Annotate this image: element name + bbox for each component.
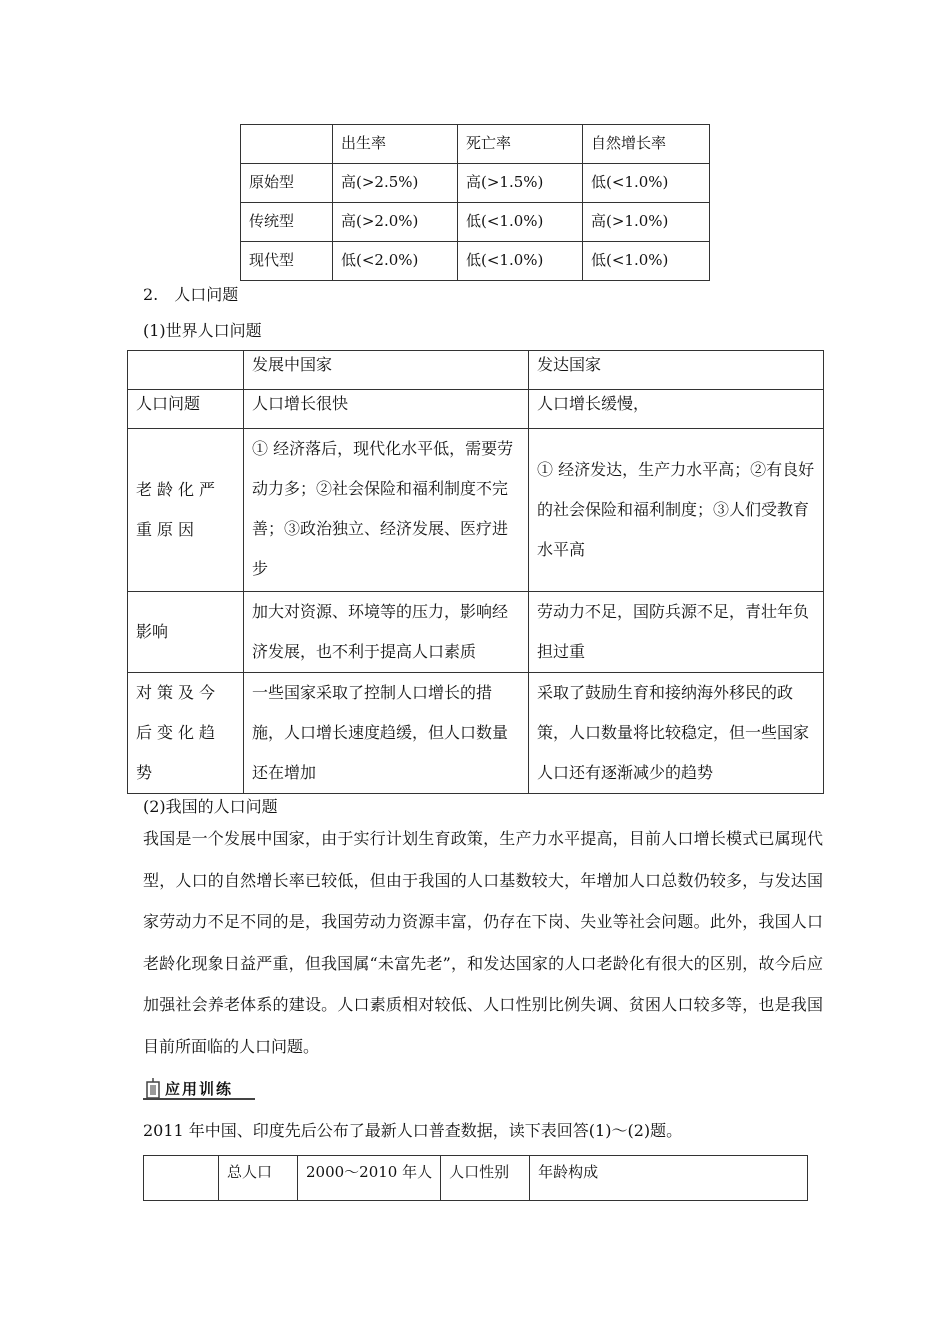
table-header-cell: 发展中国家 bbox=[244, 351, 529, 390]
banner-label: 应用训练 bbox=[165, 1080, 234, 1098]
table-header-cell: 年龄构成 bbox=[530, 1156, 808, 1201]
row-label: 人口问题 bbox=[128, 390, 244, 429]
table-cell: 低(<1.0%) bbox=[458, 242, 583, 281]
table-cell: ① 经济发达，生产力水平高；②有良好的社会保险和福利制度；③人们受教育水平高 bbox=[529, 429, 824, 592]
table-cell: 低(<1.0%) bbox=[458, 203, 583, 242]
table-header-cell: 2000～2010 年人 bbox=[298, 1156, 441, 1201]
table-header-cell: 人口性别 bbox=[441, 1156, 530, 1201]
subsection-heading: (1)世界人口问题 bbox=[143, 321, 262, 340]
table-cell: 加大对资源、环境等的压力，影响经济发展，也不利于提高人口素质 bbox=[244, 592, 529, 673]
row-label: 传统型 bbox=[241, 203, 333, 242]
table-cell: 一些国家采取了控制人口增长的措施，人口增长速度趋缓，但人口数量还在增加 bbox=[244, 673, 529, 794]
table-row bbox=[241, 242, 710, 281]
table-cell: 低(<1.0%) bbox=[583, 164, 710, 203]
table-row bbox=[241, 203, 710, 242]
table-row bbox=[128, 673, 824, 794]
population-type-table bbox=[240, 124, 710, 281]
practice-banner bbox=[143, 1076, 255, 1102]
table-cell: 人口增长很快 bbox=[244, 390, 529, 429]
table-row bbox=[128, 390, 824, 429]
table-cell bbox=[144, 1156, 219, 1201]
table-header-row bbox=[144, 1156, 808, 1201]
row-label: 原始型 bbox=[241, 164, 333, 203]
table-cell: 高(>2.5%) bbox=[333, 164, 458, 203]
row-label: 影响 bbox=[128, 592, 244, 673]
table-cell: 采取了鼓励生育和接纳海外移民的政策，人口数量将比较稳定，但一些国家人口还有逐渐减少的趋势 bbox=[529, 673, 824, 794]
table-row bbox=[128, 429, 824, 592]
table-cell: ① 经济落后，现代化水平低，需要劳动力多；②社会保险和福利制度不完善；③政治独立、经济发展、医疗进步 bbox=[244, 429, 529, 592]
row-label: 老龄化严重原因 bbox=[128, 429, 244, 592]
table-cell: 劳动力不足，国防兵源不足，青壮年负担过重 bbox=[529, 592, 824, 673]
row-label: 现代型 bbox=[241, 242, 333, 281]
section-heading: 2. 人口问题 bbox=[143, 285, 239, 304]
table-cell: 低(<1.0%) bbox=[583, 242, 710, 281]
table-cell bbox=[128, 351, 244, 390]
body-paragraph: 我国是一个发展中国家，由于实行计划生育政策，生产力水平提高，目前人口增长模式已属现代型，人口的自然增长率已较低，但由于我国的人口基数较大，年增加人口总数仍较多，与发达国家劳动力不足不同的是，我国劳动力资源丰富，仍存在下岗、失业等社会问题。此外，我国人口老龄化现象日益严重，但我国属“未富先老”，和发达国家的人口老龄化有很大的区别，故今后应加强社会养老体系的建设。人口素质相对较低、人口性别比例失调、贫困人口较多等，也是我国目前所面临的人口问题。 bbox=[143, 829, 823, 1056]
row-label: 对策及今后变化趋势 bbox=[128, 673, 244, 794]
table-header-cell: 死亡率 bbox=[458, 125, 583, 164]
question-intro: 2011 年中国、印度先后公布了最新人口普查数据，读下表回答(1)～(2)题。 bbox=[143, 1121, 683, 1140]
table-header-cell: 出生率 bbox=[333, 125, 458, 164]
table-row bbox=[128, 592, 824, 673]
table-cell: 高(>2.0%) bbox=[333, 203, 458, 242]
table-cell bbox=[241, 125, 333, 164]
table-cell: 人口增长缓慢， bbox=[529, 390, 824, 429]
table-header-cell: 发达国家 bbox=[529, 351, 824, 390]
census-table bbox=[143, 1155, 808, 1201]
world-population-table bbox=[127, 350, 824, 794]
table-header-cell: 自然增长率 bbox=[583, 125, 710, 164]
table-header-row bbox=[241, 125, 710, 164]
table-row bbox=[241, 164, 710, 203]
table-cell: 低(<2.0%) bbox=[333, 242, 458, 281]
subsection-heading: (2)我国的人口问题 bbox=[143, 797, 278, 816]
table-cell: 高(>1.0%) bbox=[583, 203, 710, 242]
table-header-cell: 总人口 bbox=[219, 1156, 298, 1201]
table-header-row bbox=[128, 351, 824, 390]
table-cell: 高(>1.5%) bbox=[458, 164, 583, 203]
